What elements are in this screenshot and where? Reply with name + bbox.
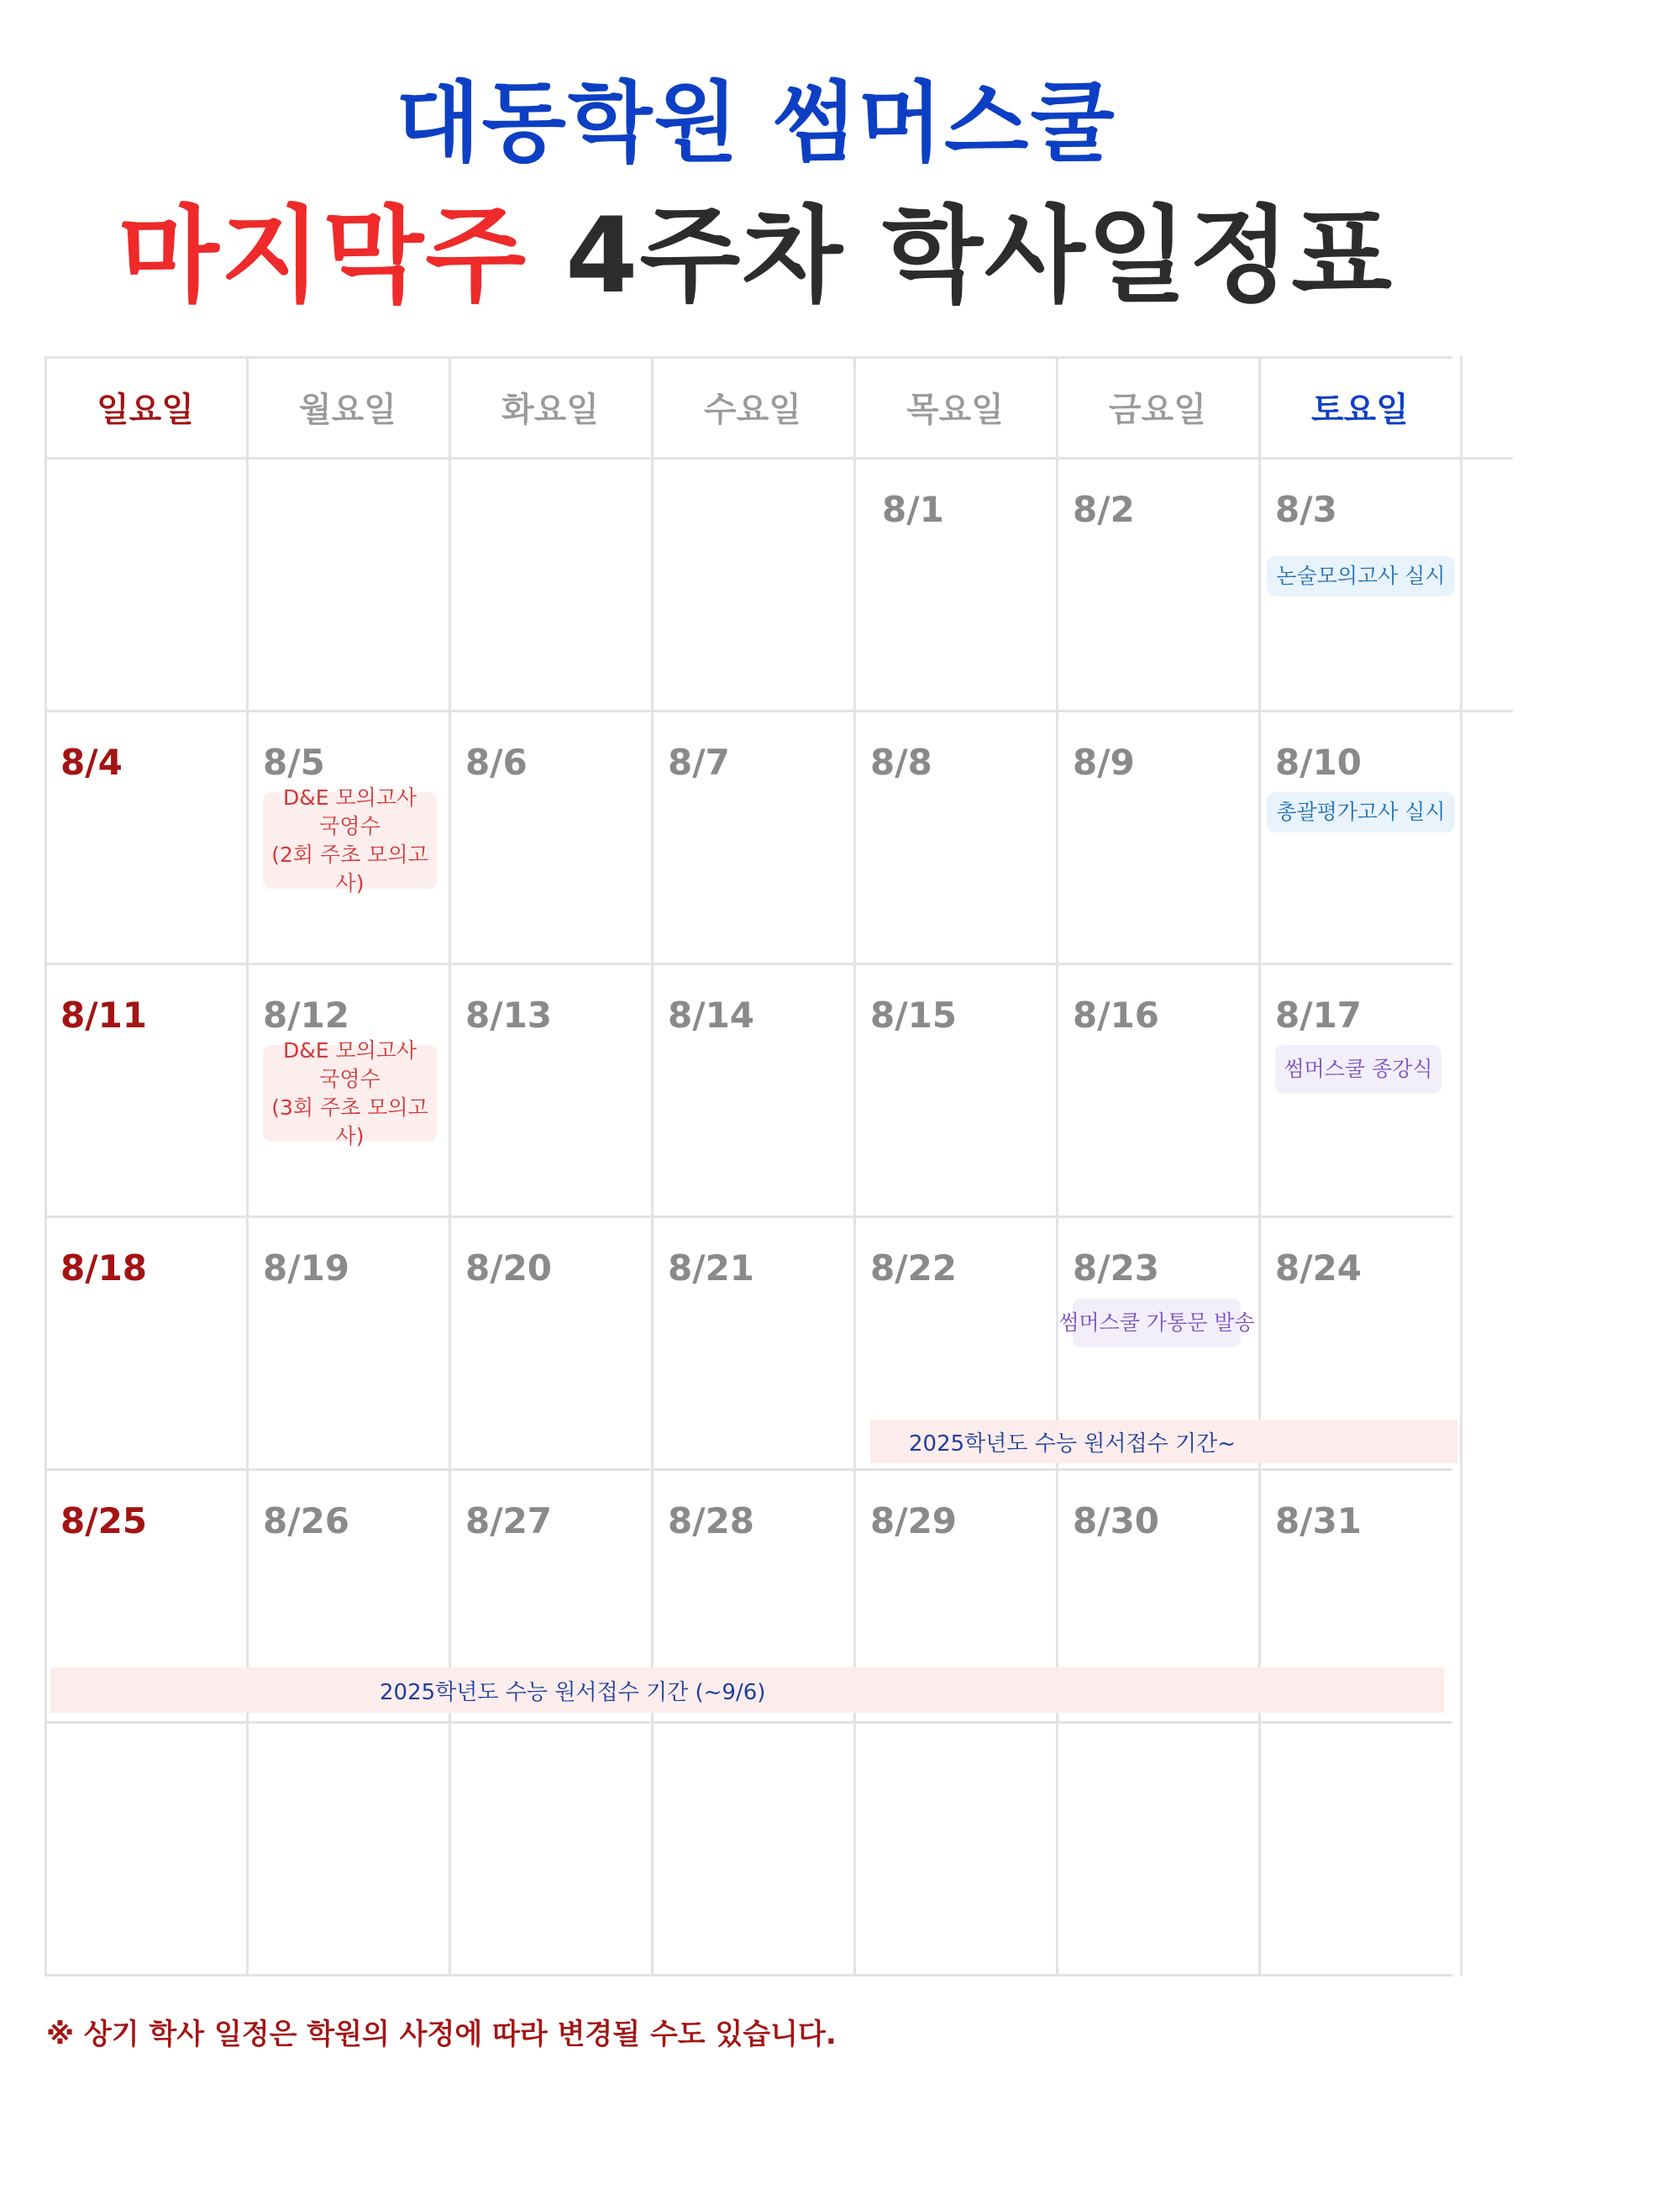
- weekday-monday: 월요일: [299, 390, 396, 429]
- event-line: 국영수: [319, 813, 381, 838]
- event-mock-essay-exam[interactable]: 논술모의고사 실시: [1267, 556, 1455, 596]
- date-cell: 8/5: [263, 742, 325, 783]
- grid-line: [45, 1468, 1452, 1471]
- event-line: (3회 주초 모의고사): [271, 1095, 428, 1148]
- weekday-tuesday: 화요일: [501, 390, 599, 429]
- date-cell: 8/7: [668, 742, 730, 783]
- date-cell: 8/6: [465, 742, 528, 783]
- date-cell: 8/12: [263, 995, 350, 1036]
- date-cell: 8/27: [465, 1500, 553, 1541]
- event-line: D&E 모의고사: [282, 1037, 417, 1063]
- event-line: D&E 모의고사: [282, 785, 417, 810]
- grid-line: [45, 356, 47, 1977]
- date-cell: 8/22: [870, 1247, 958, 1289]
- grid-line: [45, 457, 1513, 459]
- event-line: 국영수: [319, 1066, 381, 1091]
- title-line1: 대동학원 썸머스쿨: [396, 71, 1116, 174]
- grid-line: [651, 356, 654, 1977]
- weekday-thursday: 목요일: [906, 390, 1004, 429]
- event-de-mock-exam-2[interactable]: [263, 785, 437, 895]
- event-de-mock-exam-3[interactable]: [263, 1037, 437, 1148]
- date-cell: 8/3: [1275, 489, 1337, 530]
- date-cell: 8/18: [60, 1247, 148, 1289]
- footer-note: ※ 상기 학사 일정은 학원의 사정에 따라 변경될 수도 있습니다.: [46, 2018, 837, 2051]
- event-band-application-period-full[interactable]: 2025학년도 수능 원서접수 기간 (~9/6): [50, 1667, 1444, 1713]
- grid-line: [45, 1215, 1452, 1218]
- date-cell: 8/8: [870, 742, 932, 783]
- title-rest: 4주차 학사일정표: [528, 196, 1394, 317]
- weekday-saturday: 토요일: [1311, 390, 1409, 429]
- grid-line: [45, 963, 1452, 965]
- grid-line: [45, 710, 1513, 712]
- date-cell: 8/14: [668, 995, 755, 1036]
- date-cell: 8/31: [1275, 1500, 1362, 1541]
- event-final-evaluation[interactable]: 총괄평가고사 실시: [1267, 792, 1455, 832]
- grid-line: [1460, 356, 1462, 1977]
- grid-line: [1056, 356, 1058, 1977]
- date-cell: 8/17: [1275, 995, 1362, 1036]
- grid-line: [45, 1974, 1452, 1977]
- grid-line: [1258, 356, 1261, 1977]
- grid-line: [853, 356, 856, 1977]
- date-cell: 8/26: [263, 1500, 350, 1541]
- grid-line: [449, 356, 451, 1977]
- weekday-wednesday: 수요일: [704, 390, 801, 429]
- date-cell: 8/25: [60, 1500, 148, 1541]
- title-highlight: 마지막주: [118, 196, 528, 317]
- date-cell: 8/9: [1073, 742, 1135, 783]
- date-cell: 8/16: [1073, 995, 1160, 1036]
- date-cell: 8/28: [668, 1500, 755, 1541]
- date-cell: 8/30: [1073, 1500, 1160, 1541]
- date-cell: 8/20: [465, 1247, 553, 1289]
- weekday-friday: 금요일: [1109, 390, 1206, 429]
- date-cell: 8/21: [668, 1247, 755, 1289]
- date-cell: 8/24: [1275, 1247, 1362, 1289]
- event-closing-ceremony[interactable]: 썸머스쿨 종강식: [1275, 1045, 1441, 1094]
- date-cell: 8/23: [1073, 1247, 1160, 1289]
- event-band-application-period[interactable]: 2025학년도 수능 원서접수 기간~: [870, 1420, 1457, 1463]
- weekday-sunday: 일요일: [97, 390, 194, 429]
- event-line: (2회 주초 모의고사): [271, 842, 428, 895]
- date-cell: 8/10: [1275, 742, 1362, 783]
- grid-line: [45, 1721, 1452, 1724]
- date-cell: 8/11: [60, 995, 148, 1036]
- grid-line: [246, 356, 249, 1977]
- date-cell: 8/4: [60, 742, 123, 783]
- event-parent-letter[interactable]: 썸머스쿨 가통문 발송: [1073, 1299, 1241, 1347]
- date-cell: 8/29: [870, 1500, 958, 1541]
- date-cell: 8/2: [1073, 489, 1135, 530]
- date-cell: 8/13: [465, 995, 553, 1036]
- title-line2: [0, 172, 1512, 322]
- date-cell: 8/15: [870, 995, 958, 1036]
- date-cell: 8/1: [882, 489, 944, 530]
- date-cell: 8/19: [263, 1247, 350, 1289]
